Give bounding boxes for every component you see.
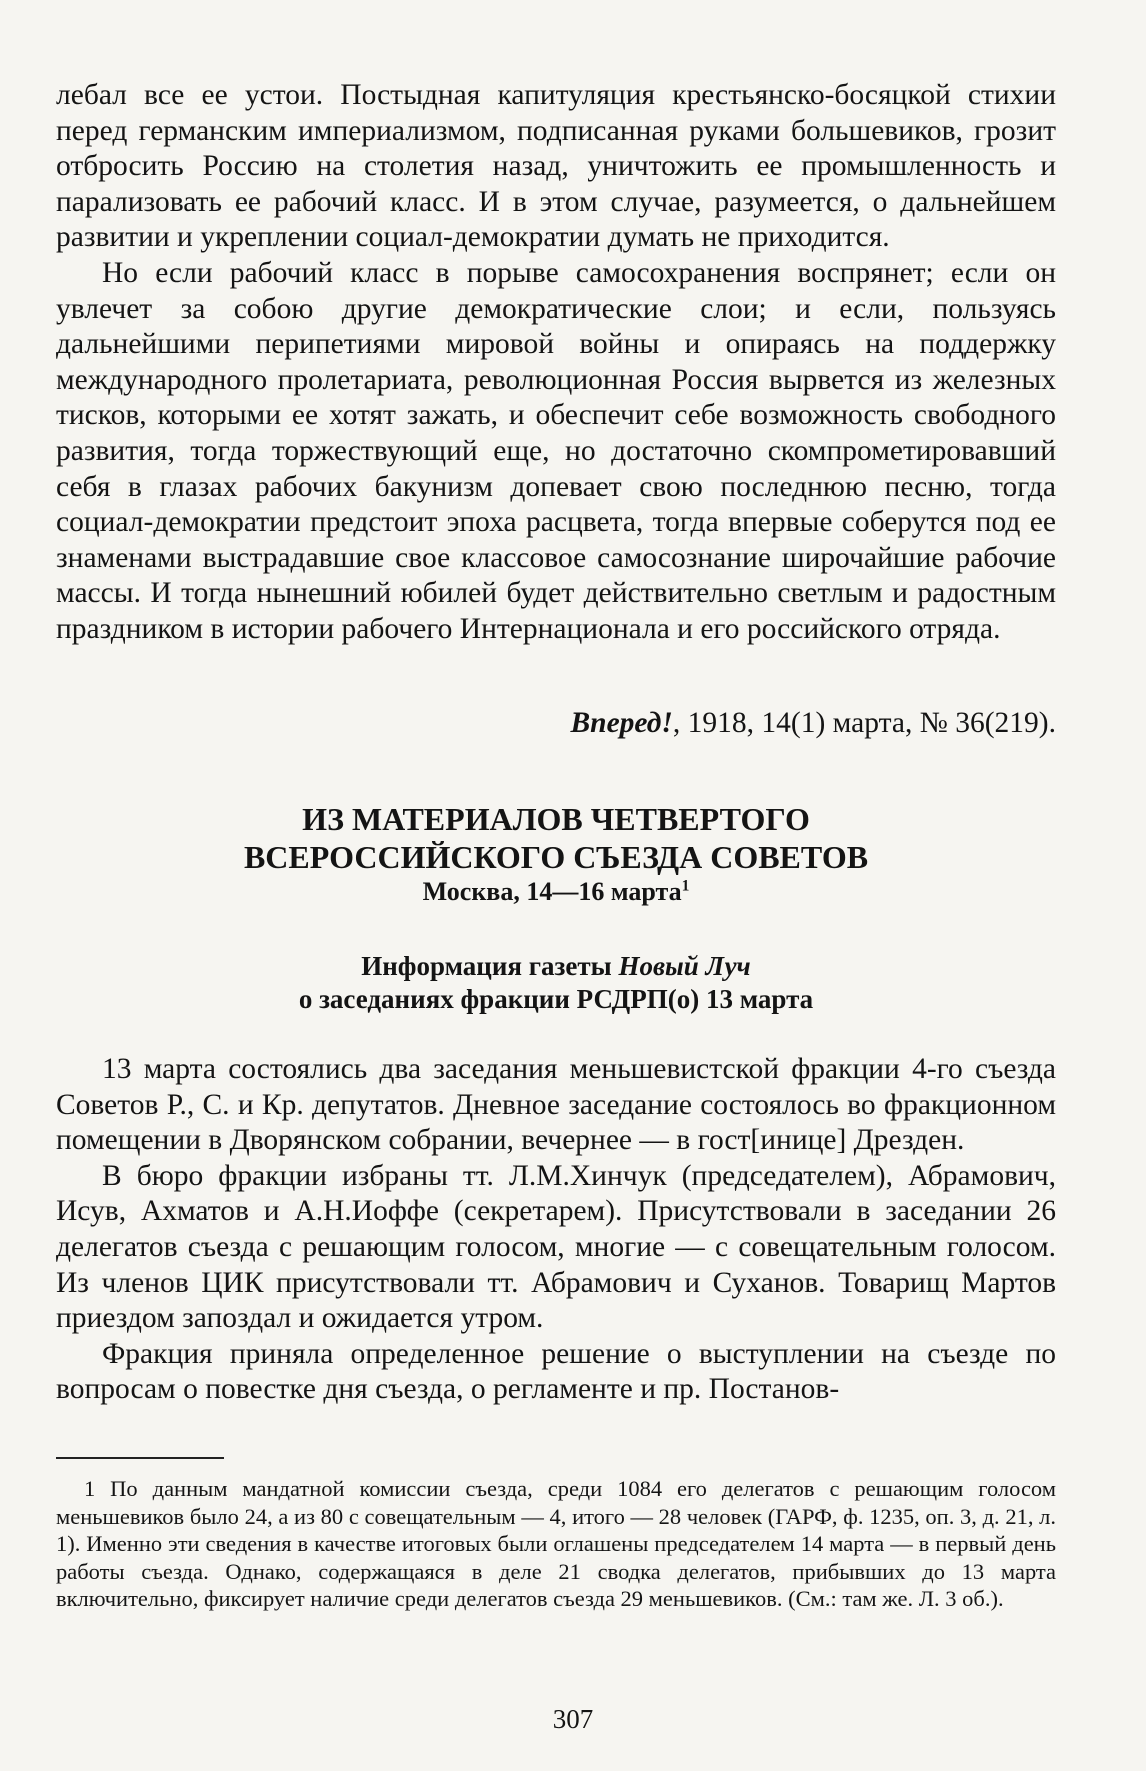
- paragraph: 13 марта состоялись два заседания меньшевистской фракции 4-го съезда Советов Р., С. и Кр. депутатов. Дневное заседание состоялось во фракционном помещении в Дворянском собрании, вечернее — в гост[инице] Дрезден.: [56, 1053, 1056, 1157]
- info-title-line2: о заседаниях фракции РСДРП(о) 13 марта: [298, 984, 814, 1014]
- footnote: [56, 1475, 1056, 1613]
- info-heading: [56, 950, 1056, 1016]
- top-text: [56, 78, 1056, 648]
- source-citation: [56, 705, 1056, 741]
- paragraph-continued: лебал все ее устои. Постыдная капитуляция крестьянско-босяцкой стихии перед германским империализмом, подписанная руками большевиков, грозит отбросить Россию на столетия назад, уничтожить ее промышленность и парализовать ее рабочий класс. И в этом случае, разумеется, о дальнейшем развитии и укреплении социал-демократии думать не приходится.: [56, 79, 1056, 254]
- section-subtitle: [56, 876, 1056, 908]
- paragraph: Фракция приняла определенное решение о выступлении на съезде по вопросам о повестке дня съезда, о регламенте и пр. Постанов-: [56, 1337, 1056, 1406]
- info-title-prefix: Информация газеты: [361, 951, 619, 981]
- section-title-line1: ИЗ МАТЕРИАЛОВ ЧЕТВЕРТОГО: [302, 801, 810, 837]
- page-number: 307: [552, 1704, 594, 1734]
- section-title-line2: ВСЕРОССИЙСКОГО СЪЕЗДА СОВЕТОВ: [243, 839, 869, 875]
- section-heading: [56, 800, 1056, 908]
- info-text: [56, 1052, 1056, 1408]
- footnote-divider: [56, 1457, 224, 1459]
- footnote-ref: 1: [681, 877, 690, 895]
- subtitle-text: Москва, 14—16 марта: [422, 877, 682, 906]
- paragraph: Но если рабочий класс в порыве самосохранения воспрянет; если он увлечет за собою другие демократические слои; и если, пользуясь дальнейшими перипетиями мировой войны и опираясь на поддержку международного пролетариата, революционная Россия вырвется из железных тисков, которыми ее хотят зажать, и обеспечит себе возможность свободного развития, тогда торжествующий еще, но достаточно скомпрометировавший себя в глазах рабочих бакунизм допевает свою последнюю песню, тогда социал-демократии предстоит эпоха расцвета, тогда впервые соберутся под ее знаменами выстрадавшие свое классовое самосознание широчайшие рабочие массы. И тогда нынешний юбилей будет действительно светлым и радостным праздником в истории рабочего Интернационала и его российского отряда.: [56, 256, 1056, 645]
- source-details: , 1918, 14(1) марта, № 36(219).: [672, 707, 1056, 739]
- info-title-line1: [56, 950, 1056, 983]
- source-newspaper: Вперед!: [570, 707, 673, 739]
- paragraph: В бюро фракции избраны тт. Л.М.Хинчук (председателем), Абрамович, Исув, Ахматов и А.Н.Иоффе (секретарем). Присутствовали в заседании 26 делегатов съезда с решающим голосом, многие — с совещательным голосом. Из членов ЦИК присутствовали тт. Абрамович и Суханов. Товарищ Мартов приездом запоздал и ожидается утром.: [56, 1159, 1056, 1335]
- newspaper-name: Новый Луч: [618, 951, 751, 981]
- footnote-text: 1 По данным мандатной комиссии съезда, среди 1084 его делегатов с решающим голосом меньшевиков было 24, а из 80 с совещательным — 4, итого — 28 человек (ГАРФ, ф. 1235, оп. 3, д. 21, л. 1). Именно эти сведения в качестве итоговых были оглашены председателем 14 марта — в первый день работы съезда. Однако, содержащаяся в деле 21 сводка делегатов, прибывших до 13 марта включительно, фиксирует наличие среди делегатов съезда 29 меньшевиков. (См.: там же. Л. 3 об.).: [56, 1476, 1056, 1611]
